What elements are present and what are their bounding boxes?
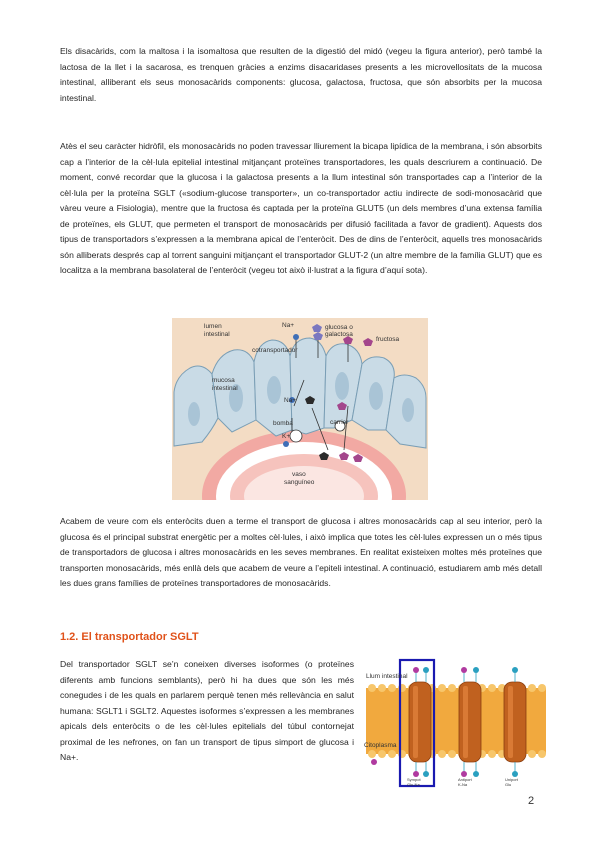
svg-text:sanguíneo: sanguíneo <box>284 479 315 486</box>
caption-symport: Sympot <box>407 777 421 782</box>
svg-text:intestinal: intestinal <box>204 331 230 338</box>
paragraph-monosaccharide-absorption: Atès el seu caràcter hidròfil, els monosacàrids no poden travessar lliurement la bicapa lipídica de la membrana, i són absorbits cap a l’interior de la cèl·lula epitelial intestinal mitjançant proteïnes transportadores, les quals descriurem a continuació. De moment, convé recordar que la glucosa i la galactosa presents a la llum intestinal són transportades cap a l’interior de la cèl·lula per la proteïna SGLT («sodium-glucose transporter», un co-transportador actiu indirecte de sodi-monosacàrid que vàreu veure a Fisiologia), mentre que la fructosa és captada per la proteïna GLUT5 (un dels membres d’una extensa família de proteïnes, els GLUT, que permeten el transport de monosacàrids per difusió facilitada a favor de gradient). Aquests dos tipus de transportadors s’expressen a la membrana apical de l’enteròcit. Des de dins de l’enteròcit, aquells tres monosacàrids són alliberats després cap al torrent sanguini mitjançant el transportador GLUT-2 (un altre membre de la família GLUT) que es localitza a la membrana basolateral de l’enteròcit (vegeu tot això il·lustrat a la figura d’aquí sota). <box>60 141 542 275</box>
membrane-transporters-figure <box>364 658 546 788</box>
lumen-intestinal-label: Llum intestinal <box>366 673 408 680</box>
paragraph-disaccharides: Els disacàrids, com la maltosa i la isomaltosa que resulten de la digestió del midó (vegeu la figura anterior), però també la lactosa de la llet i la sacarosa, es trenquen gràcies a enzims disacaridases presents a les microvellositats de la mucosa intestinal, alliberant els seus monosacàrids components: glucosa, galactosa, fructosa, que són absorbits per la mucosa intestinal. <box>60 46 542 103</box>
section-heading-sglt: 1.2. El transportador SGLT <box>60 631 199 643</box>
glucose-label: glucosa o <box>325 324 353 331</box>
svg-text:intestinal: intestinal <box>212 385 238 392</box>
fructose-label: fructosa <box>376 336 400 343</box>
carrier-label: carrier <box>330 419 349 426</box>
caption-uniport: Uniport <box>505 777 518 782</box>
cytoplasm-label: Citoplasma <box>364 742 397 749</box>
cotransporter-label: cotransportador <box>252 347 298 354</box>
paragraph-sglt-isoforms: Del transportador SGLT se’n coneixen diverses isoformes (o proteïnes diferents amb funcions semblants), però hi ha dues que són les més conegudes i de les quals en parlarem perquè tenen més rellevància en salut humana: SGLT1 i SGLT2. Aquestes isoformes s’expressen a les membranes apicals dels enteròcits o de les cèl·lules epitelials del túbul contornejat proximal de les nefrones, on fan un transport de tipus simport de glucosa i Na+. <box>60 659 354 762</box>
sodium-label: Na+ <box>282 322 295 329</box>
svg-text:K-Na: K-Na <box>458 782 468 787</box>
pump-label: bomba <box>273 420 293 427</box>
enterocyte-transport-figure <box>172 318 428 500</box>
lumen-label: lumen <box>204 323 222 330</box>
potassium-label: K+ <box>282 433 291 440</box>
svg-text:galactosa: galactosa <box>325 331 353 338</box>
svg-text:Glu: Glu <box>505 782 512 787</box>
mucosa-label: mucosa <box>212 377 235 384</box>
svg-text:Glu-Na: Glu-Na <box>407 782 420 787</box>
page-number: 2 <box>528 795 535 807</box>
blood-vessel-label: vaso <box>292 471 306 478</box>
caption-antiport: Antiport <box>458 777 472 782</box>
sodium-inside-label: Na+ <box>284 397 297 404</box>
paragraph-glucose-transporters: Acabem de veure com els enteròcits duen a terme el transport de glucosa i altres monosacàrids cap al seu interior, però la glucosa és el principal substrat energètic per a moltes cèl·lules, i això implica que totes les cèl·lules expressen un o més tipus de transportadors de glucosa i altres monosacàrids en les seves membranes. En realitat existeixen moltes més proteïnes que transporten monosacàrids, més enllà dels que acabem de veure a l’epiteli intestinal. A continuació, estudiarem amb més detall les dues grans famílies de proteïnes transportadores de monosacàrids. <box>60 516 542 588</box>
